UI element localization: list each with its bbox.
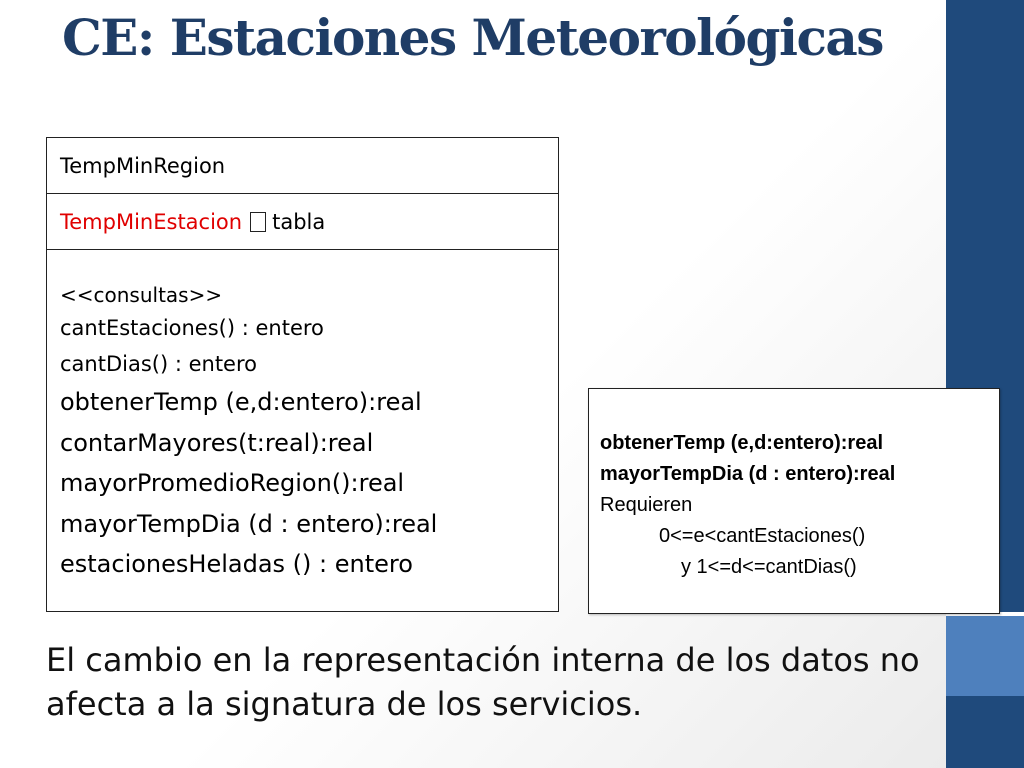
operations-stereotype: <<consultas>> [60,283,223,307]
decorative-side-band [946,0,1024,768]
uml-class-attribute [47,194,558,250]
uml-class-operations [47,250,558,585]
slide-title: CE: Estaciones Meteorológicas [62,8,883,67]
operation-item: estacionesHeladas () : entero [60,550,413,578]
operation-item: cantDias() : entero [60,352,257,376]
caption-line-1: El cambio en la representación interna de los datos no [46,641,920,679]
uml-class-name: TempMinRegion [47,138,558,194]
operation-item: cantEstaciones() : entero [60,316,324,340]
note-line-mayor-temp-dia: mayorTempDia (d : entero):real [600,463,896,485]
note-line-condition-e: 0<=e<cantEstaciones() [659,525,866,547]
note-line-requieren: Requieren [600,494,693,516]
attribute-type: tabla [272,210,326,234]
side-band-light [946,616,1024,696]
precondition-note-box [588,388,1000,614]
attribute-name: TempMinEstacion [60,210,243,234]
caption-line-2: afecta a la signatura de los servicios. [46,685,643,723]
note-line-obtener-temp: obtenerTemp (e,d:entero):real [600,432,883,454]
side-band-dark-bottom [946,696,1024,768]
slide-caption [46,638,946,726]
operation-item: mayorPromedioRegion():real [60,469,405,497]
operation-item: obtenerTemp (e,d:entero):real [60,388,422,416]
operation-item: mayorTempDia (d : entero):real [60,509,438,538]
note-line-condition-d: y 1<=d<=cantDias() [681,556,857,578]
uml-class-box [46,137,559,612]
unknown-symbol-icon [250,212,266,232]
operation-item: contarMayores(t:real):real [60,428,374,457]
